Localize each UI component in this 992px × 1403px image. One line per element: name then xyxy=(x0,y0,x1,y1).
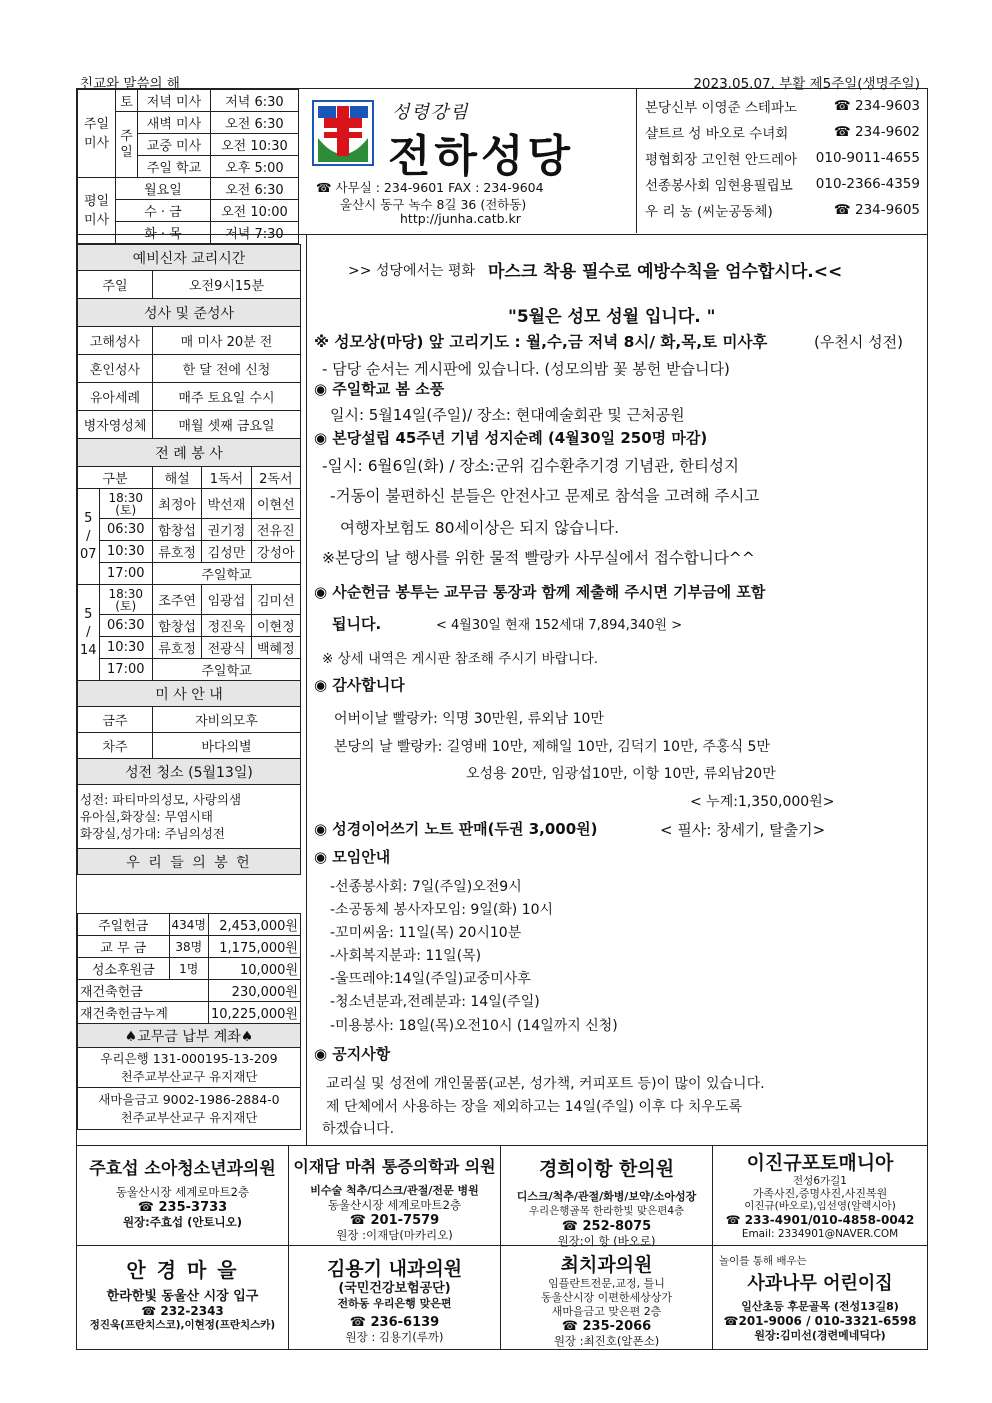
accounts-title: ♠교무금 납부 계좌♠ xyxy=(78,1024,301,1048)
offering-value: 1,175,000원 xyxy=(209,936,301,958)
cleaning-line: 유아실,화장실: 무염시태 xyxy=(80,809,213,824)
ad-owner: 원장:이 항 (바오로) xyxy=(557,1234,656,1248)
account-holder: 천주교부산교구 유지재단 xyxy=(120,1068,258,1084)
meeting-item: -소공동체 봉사자모임: 9일(화) 10시 xyxy=(330,902,554,918)
ad-desc: 디스크/척추/관절/화병/보약/소아성장 xyxy=(516,1190,697,1203)
notice-line: 일시: 5월14일(주일)/ 장소: 현대예술회관 및 근처공원 xyxy=(330,406,685,424)
catechism-day: 주일 xyxy=(78,271,153,299)
office-phone: ☎ 사무실 : 234-9601 FAX : 234-9604 xyxy=(316,180,544,195)
issue-date: 2023.05.07. 부활 제5주일(생명주일) xyxy=(693,76,920,92)
sacrament-value: 매 미사 20분 전 xyxy=(152,327,300,355)
ad-owner: 원장 :최진호(알폰소) xyxy=(553,1334,660,1348)
offering-count: 434명 xyxy=(169,914,209,936)
liturgy-cell: 김성만 xyxy=(202,541,251,563)
account-number: 우리은행 131-000195-13-209 xyxy=(100,1050,278,1066)
contact-tel: 010-9011-4655 xyxy=(815,150,920,166)
contact-name: 샬트르 성 바오로 수녀회 xyxy=(645,126,789,142)
ad-name: 안 경 마 을 xyxy=(126,1258,239,1282)
ad-owner: 원장 :이재담(마카리오) xyxy=(336,1228,453,1242)
lent-total: < 4월30일 현재 152세대 7,894,340원 > xyxy=(436,618,683,633)
church-subtitle: 성령강림 xyxy=(392,102,470,123)
liturgy-date: 5 / 14 xyxy=(78,585,100,681)
ad-name: 주효섭 소아청소년과의원 xyxy=(89,1159,276,1179)
contact-name: 본당신부 이영준 스테파노 xyxy=(645,100,798,116)
liturgy-cell: 이현선 xyxy=(251,489,300,519)
liturgy-time: 18:30 (토) xyxy=(99,585,152,615)
ad-pain-clinic xyxy=(289,1146,501,1245)
offering-count: 38명 xyxy=(169,936,209,958)
section-heading: ◉ 모임안내 xyxy=(314,848,391,866)
column-divider xyxy=(306,234,307,1145)
ad-phone: ☎ 252-8075 xyxy=(561,1219,652,1234)
sacrament-name: 유아세례 xyxy=(78,383,153,411)
section-heading: ◉ 성경이어쓰기 노트 판매(두권 3,000원) xyxy=(314,820,598,838)
liturgy-title: 전 례 봉 사 xyxy=(78,439,301,467)
ad-name: 김용기 내과의원 xyxy=(326,1258,463,1280)
header-divider xyxy=(76,234,928,235)
mass-guide-value: 자비의모후 xyxy=(152,707,300,733)
offering-value: 230,000원 xyxy=(209,980,301,1002)
weekday-time: 저녁 7:30 xyxy=(210,222,298,244)
liturgy-cell: 류호정 xyxy=(152,637,201,659)
ad-optical xyxy=(77,1246,289,1349)
offering-key: 주일헌금 xyxy=(78,914,170,936)
notice-line: < 필사: 창세기, 탈출기> xyxy=(660,821,826,839)
mass-schedule xyxy=(77,89,299,244)
ad-desc: 가족사진,증명사진,사진복원 xyxy=(752,1187,888,1200)
section-heading: ◉ 본당설립 45주년 기념 성지순례 (4월30일 250명 마감) xyxy=(314,429,708,447)
liturgy-cell: 이현정 xyxy=(251,615,300,637)
liturgy-time: 10:30 xyxy=(99,637,152,659)
notice-line: -거동이 불편하신 분들은 안전사고 문제로 참석을 고려해 주시고 xyxy=(330,487,760,505)
liturgy-header: 2독서 xyxy=(251,467,300,489)
sacrament-name: 혼인성사 xyxy=(78,355,153,383)
contact-tel: ☎ 234-9605 xyxy=(833,202,920,218)
contact-name: 선종봉사회 임현용필립보 xyxy=(645,178,793,194)
left-column xyxy=(77,244,301,875)
sacrament-value: 한 달 전에 신청 xyxy=(152,355,300,383)
weekday-time: 오전 10:00 xyxy=(210,200,298,222)
account-number: 새마을금고 9002-1986-2884-0 xyxy=(98,1091,280,1107)
ad-tagline: 놀이를 통해 배우는 xyxy=(719,1255,807,1267)
liturgy-cell: 류호정 xyxy=(152,541,201,563)
mass-time: 오전 10:30 xyxy=(210,134,298,156)
ad-internal-medicine xyxy=(289,1246,501,1349)
sun-label: 주 일 xyxy=(116,112,138,178)
ad-phone: ☎201-9006 / 010-3321-6598 xyxy=(723,1314,917,1328)
contact-tel: 010-2366-4359 xyxy=(815,176,920,192)
ad-owner: 원장:김미선(경련메네딕다) xyxy=(754,1329,886,1342)
mass-name: 새벽 미사 xyxy=(138,112,211,134)
ad-phone: ☎ 232-2343 xyxy=(141,1304,224,1318)
notice-line: -일시: 6월6일(화) / 장소:군위 김수환추기경 기념관, 한티성지 xyxy=(322,457,739,475)
notice-line: 됩니다. xyxy=(332,615,382,633)
sunday-mass-label: 주일 미사 xyxy=(78,90,116,178)
ad-owner: 원장:주효섭 (안토니오) xyxy=(122,1215,243,1229)
contact-name: 평협회장 고인현 안드레아 xyxy=(645,152,798,168)
mass-guide-value: 바다의별 xyxy=(152,733,300,759)
liturgy-header: 1독서 xyxy=(202,467,251,489)
ad-owner: 정진욱(프란치스코),이현정(프란치스카) xyxy=(89,1319,276,1331)
section-heading: ◉ 감사합니다 xyxy=(314,676,405,694)
meeting-item: -사회복지분과: 11일(목) xyxy=(330,948,482,964)
liturgy-time: 06:30 xyxy=(99,519,152,541)
ad-pediatrics xyxy=(77,1146,289,1245)
ad-phone: ☎ 235-2066 xyxy=(561,1319,652,1334)
offering-key: 성소후원금 xyxy=(78,958,170,980)
offering-key: 교 무 금 xyxy=(78,936,170,958)
ad-name: 최치과의원 xyxy=(560,1254,653,1276)
liturgy-cell: 함창섭 xyxy=(152,519,201,541)
ad-name: 사과나무 어린이집 xyxy=(747,1273,893,1294)
ad-desc: 비수술 척추/디스크/관절/전문 병원 xyxy=(310,1184,479,1197)
liturgy-cell: 박선재 xyxy=(202,489,251,519)
ad-address-2: 새마을금고 맞은편 2층 xyxy=(551,1305,662,1318)
ad-phone: ☎ 236-6139 xyxy=(349,1315,440,1330)
liturgy-time: 10:30 xyxy=(99,541,152,563)
liturgy-header: 구분 xyxy=(78,467,153,489)
mass-guide-key: 차주 xyxy=(78,733,153,759)
mask-notice-bold: 마스크 착용 필수로 예방수칙을 엄수합시다.<< xyxy=(488,262,843,282)
ad-name: 경희이항 한의원 xyxy=(538,1158,675,1180)
meeting-item: -청소년분과,전례분과: 14일(주일) xyxy=(330,994,540,1010)
ad-phone: ☎ 235-3733 xyxy=(137,1200,228,1215)
offering-title: 우 리 들 의 봉 헌 xyxy=(78,849,301,875)
liturgy-cell: 강성아 xyxy=(251,541,300,563)
ad-phone: ☎ 201-7579 xyxy=(349,1213,440,1228)
mass-name: 교중 미사 xyxy=(138,134,211,156)
notice-line: 하겠습니다. xyxy=(322,1121,395,1137)
offering-value: 10,225,000원 xyxy=(209,1002,301,1024)
liturgy-cell: 전광식 xyxy=(202,637,251,659)
mass-guide-key: 금주 xyxy=(78,707,153,733)
contact-tel: ☎ 234-9602 xyxy=(833,124,920,140)
mass-name: 주일 학교 xyxy=(138,156,211,178)
ad-address: 동울산시장 세계로마트2층 xyxy=(115,1185,250,1199)
catechism-title: 예비신자 교리시간 xyxy=(78,245,301,271)
mask-notice-small: >> 성당에서는 평화 xyxy=(348,263,476,279)
headline: "5월은 성모 성월 입니다. " xyxy=(508,307,716,327)
weekday-day: 월요일 xyxy=(116,178,211,200)
ad-address: 동울산시장 이편한세상상가 xyxy=(540,1291,672,1304)
ad-desc: 임플란트전문,교정, 틀니 xyxy=(548,1277,665,1290)
rosary-notice: ※ 성모상(마당) 앞 고리기도 : 월,수,금 저녁 8시/ 화,목,토 미사후 xyxy=(314,333,768,351)
donation-total: < 누계:1,350,000원> xyxy=(690,794,835,810)
ad-address: 전하동 우리은행 맞은편 xyxy=(337,1297,452,1310)
offering-value: 10,000원 xyxy=(209,958,301,980)
contact-tel: ☎ 234-9603 xyxy=(833,98,920,114)
contact-name: 우 리 농 (씨눈공동체) xyxy=(645,204,773,220)
weekday-day: 수 · 금 xyxy=(116,200,211,222)
sacrament-value: 매주 토요일 수시 xyxy=(152,383,300,411)
account-holder: 천주교부산교구 유지재단 xyxy=(120,1109,258,1125)
ad-oriental-clinic xyxy=(501,1146,713,1248)
notice-line: 제 단체에서 사용하는 장을 제외하고는 14일(주일) 이후 다 치우도록 xyxy=(326,1099,742,1115)
offering-key: 재건축헌금누계 xyxy=(78,1002,209,1024)
meeting-item: -선종봉사회: 7일(주일)오전9시 xyxy=(330,879,522,895)
church-address: 울산시 동구 녹수 8길 36 (전하동) xyxy=(340,197,527,212)
offering-value: 2,453,000원 xyxy=(209,914,301,936)
rosary-note: (우천시 성전) xyxy=(814,333,903,351)
liturgy-time: 18:30 (토) xyxy=(99,489,152,519)
sacrament-name: 고해성사 xyxy=(78,327,153,355)
sacraments-title: 성사 및 준성사 xyxy=(78,299,301,327)
meeting-item: -꼬미씨움: 11일(목) 20시10분 xyxy=(330,925,522,941)
liturgy-cell: 주일학교 xyxy=(152,563,300,585)
ad-owner: 이진규(바오로),임선영(알렉시아) xyxy=(744,1200,896,1212)
mass-time: 저녁 6:30 xyxy=(210,90,298,112)
liturgy-time: 06:30 xyxy=(99,615,152,637)
notice-line: ※본당의 날 행사를 위한 물적 빨랑카 사무실에서 접수합니다^^ xyxy=(322,549,755,567)
ad-address: 한라한빛 동울산 시장 입구 xyxy=(106,1289,259,1304)
meeting-item: -미용봉사: 18일(목)오전10시 (14일까지 신청) xyxy=(330,1018,618,1034)
notice-line: - 담당 순서는 게시판에 있습니다. (성모의밤 꽃 봉헌 받습니다) xyxy=(322,360,730,378)
offering-count: 1명 xyxy=(169,958,209,980)
ad-email: Email: 2334901@NAVER.COM xyxy=(741,1228,899,1240)
sacrament-name: 병자영성체 xyxy=(78,411,153,439)
liturgy-cell: 주일학교 xyxy=(152,659,300,681)
cleaning-line: 성전: 파티마의성모, 사랑의샘 xyxy=(80,792,242,807)
mass-time: 오후 5:00 xyxy=(210,156,298,178)
ad-photo-studio xyxy=(713,1146,927,1245)
notice-line: 교리실 및 성전에 개인물품(교본, 성가책, 커피포트 등)이 많이 있습니다. xyxy=(326,1076,765,1092)
ad-name: 이재담 마취 통증의학과 의원 xyxy=(293,1157,496,1176)
section-heading: ◉ 공지사항 xyxy=(314,1045,391,1063)
sacrament-value: 매월 셋째 금요일 xyxy=(152,411,300,439)
sat-label: 토 xyxy=(116,90,138,112)
catechism-time: 오전9시15분 xyxy=(152,271,300,299)
mass-name: 저녁 미사 xyxy=(138,90,211,112)
notice-line: 오성용 20만, 임광섭10만, 이항 10만, 류외남20만 xyxy=(466,766,776,782)
section-heading: ◉ 사순헌금 봉투는 교무금 통장과 함께 제출해 주시면 기부금에 포함 xyxy=(314,583,766,601)
ad-address: 동울산시장 세계로마트2층 xyxy=(327,1198,462,1212)
notice-line: ※ 상세 내역은 게시판 참조해 주시기 바랍니다. xyxy=(322,651,599,667)
mass-time: 오전 6:30 xyxy=(210,112,298,134)
contacts xyxy=(636,89,928,233)
offering-table xyxy=(77,913,301,1130)
notice-line: 본당의 날 빨랑카: 길영배 10만, 제해일 10만, 김덕기 10만, 주홍식 5만 xyxy=(334,739,770,755)
ad-address: 일산초등 후문골목 (전성13길8) xyxy=(741,1300,899,1313)
cleaning-line: 화장실,성가대: 주님의성전 xyxy=(80,826,225,841)
liturgy-cell: 정진욱 xyxy=(202,615,251,637)
liturgy-cell: 함창섭 xyxy=(152,615,201,637)
liturgy-header: 해설 xyxy=(152,467,201,489)
ad-desc: (국민건강보험공단) xyxy=(338,1281,451,1296)
ad-owner: 원장 : 김용기(루까) xyxy=(345,1330,444,1344)
notice-line: 어버이날 빨랑카: 익명 30만원, 류외남 10만 xyxy=(334,711,604,727)
section-heading: ◉ 주일학교 봄 소풍 xyxy=(314,380,445,398)
ad-daycare xyxy=(713,1246,927,1349)
ad-address: 전성6가길1 xyxy=(793,1175,847,1187)
liturgy-cell: 김미선 xyxy=(251,585,300,615)
church-logo xyxy=(312,100,374,166)
weekday-time: 오전 6:30 xyxy=(210,178,298,200)
meeting-item: -울뜨레야:14일(주일)교중미사후 xyxy=(330,971,531,987)
mass-guide-title: 미 사 안 내 xyxy=(78,681,301,707)
liturgy-cell: 권기정 xyxy=(202,519,251,541)
liturgy-time: 17:00 xyxy=(99,563,152,585)
motto: 친교와 말씀의 해 xyxy=(80,76,180,92)
liturgy-cell: 전유진 xyxy=(251,519,300,541)
ad-phone: ☎ 233-4901/010-4858-0042 xyxy=(725,1213,915,1227)
notice-line: 여행자보험도 80세이상은 되지 않습니다. xyxy=(340,519,620,537)
ad-name: 이진규포토매니아 xyxy=(746,1152,894,1174)
offering-key: 재건축헌금 xyxy=(78,980,209,1002)
ad-dental xyxy=(501,1246,713,1349)
liturgy-time: 17:00 xyxy=(99,659,152,681)
church-name: 전하성당 xyxy=(388,131,575,182)
church-url[interactable]: http://junha.catb.kr xyxy=(400,211,521,226)
ad-address: 우리은행골목 한라한빛 맞은편4층 xyxy=(528,1205,685,1217)
cleaning-title: 성전 청소 (5월13일) xyxy=(78,759,301,785)
liturgy-cell: 최정아 xyxy=(152,489,201,519)
liturgy-cell: 임광섭 xyxy=(202,585,251,615)
liturgy-cell: 조주연 xyxy=(152,585,201,615)
liturgy-date: 5 / 07 xyxy=(78,489,100,585)
weekday-day: 화 · 목 xyxy=(116,222,211,244)
liturgy-cell: 백혜정 xyxy=(251,637,300,659)
weekday-mass-label: 평일 미사 xyxy=(78,178,116,244)
